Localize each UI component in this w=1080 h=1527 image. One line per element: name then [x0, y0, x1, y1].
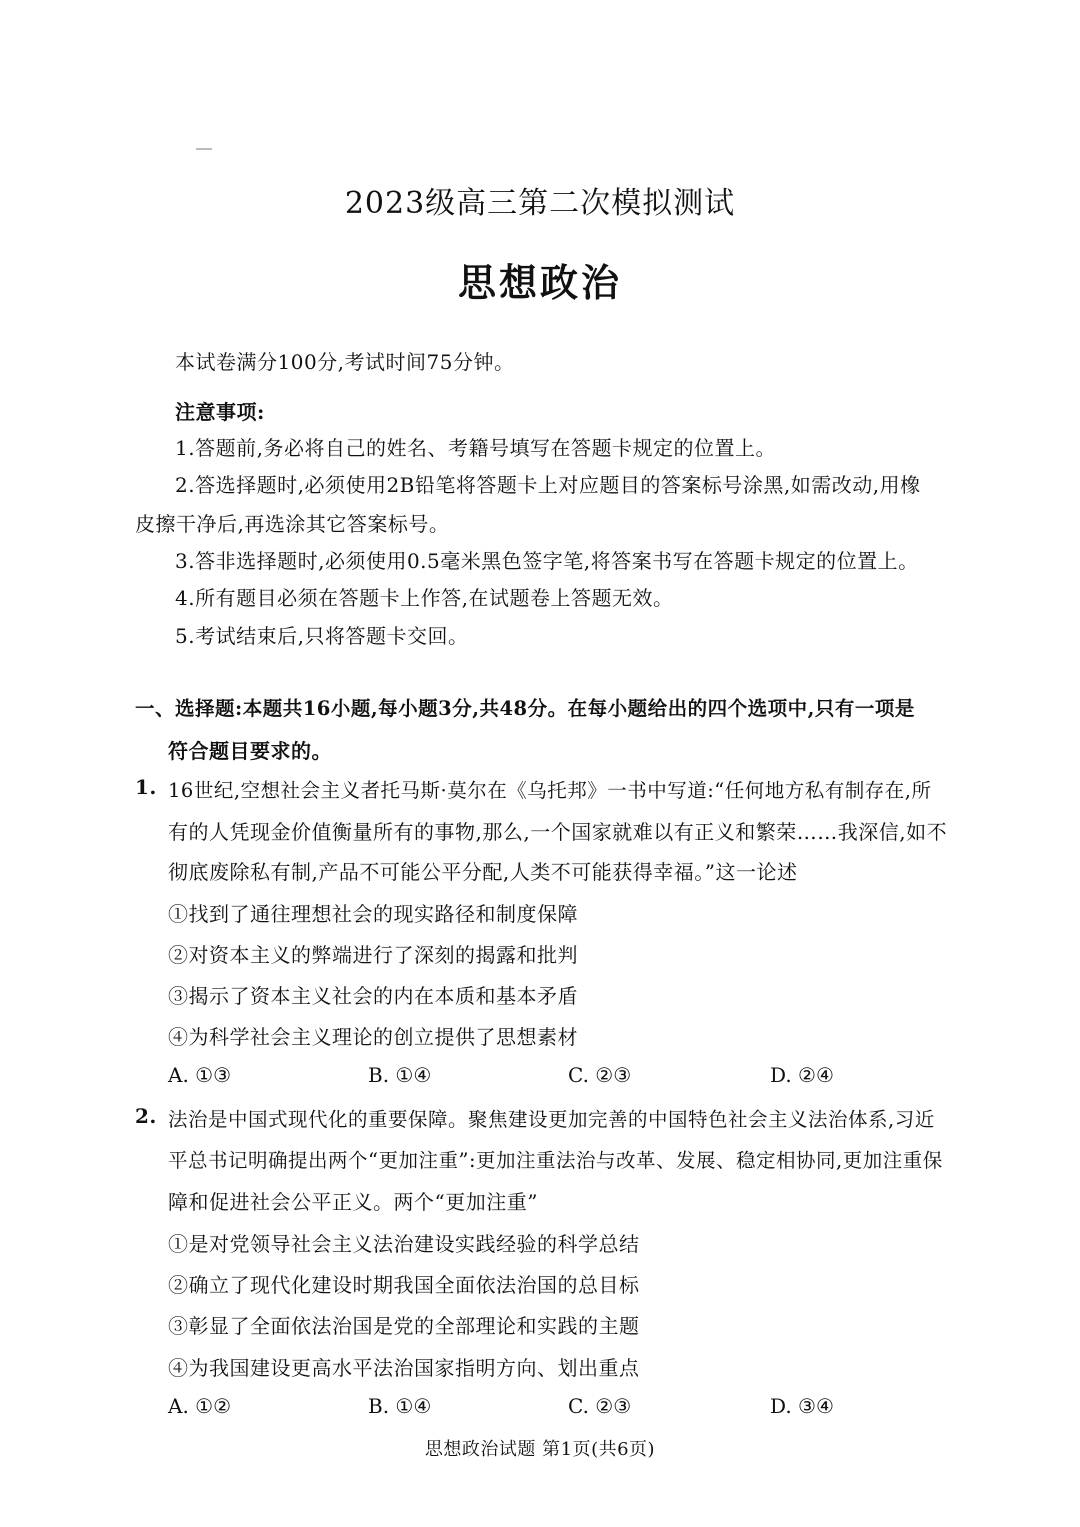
answer-option-c: C. ②③	[568, 1394, 632, 1418]
question-stem-line: 有的人凭现金价值衡量所有的事物,那么,一个国家就难以有正义和繁荣……我深信,如不	[168, 820, 948, 844]
notice-item: 4.所有题目必须在答题卡上作答,在试题卷上答题无效。	[175, 586, 674, 610]
statement-item: ②确立了现代化建设时期我国全面依法治国的总目标	[168, 1273, 640, 1297]
scan-mark	[196, 148, 212, 150]
question-stem-line: 平总书记明确提出两个“更加注重”:更加注重法治与改革、发展、稳定相协同,更加注重保	[168, 1149, 943, 1172]
notice-item: 2.答选择题时,必须使用2B铅笔将答题卡上对应题目的答案标号涂黑,如需改动,用橡	[175, 473, 921, 497]
answer-option-b: B. ①④	[368, 1063, 432, 1087]
notice-item: 5.考试结束后,只将答题卡交回。	[175, 624, 469, 648]
notice-heading: 注意事项:	[175, 400, 265, 424]
answer-option-d: D. ②④	[770, 1063, 834, 1087]
statement-item: ①是对党领导社会主义法治建设实践经验的科学总结	[168, 1232, 640, 1256]
question-stem-line: 彻底废除私有制,产品不可能公平分配,人类不可能获得幸福。”这一论述	[168, 860, 798, 884]
answer-option-d: D. ③④	[770, 1394, 834, 1418]
answer-option-a: A. ①③	[168, 1063, 232, 1087]
section-heading: 一、选择题:本题共16小题,每小题3分,共48分。在每小题给出的四个选项中,只有一项是	[135, 697, 915, 720]
statement-item: ④为我国建设更高水平法治国家指明方向、划出重点	[168, 1356, 640, 1380]
question-stem-line: 16世纪,空想社会主义者托马斯·莫尔在《乌托邦》一书中写道:“任何地方私有制存在,所	[168, 779, 932, 802]
answer-option-a: A. ①②	[168, 1394, 232, 1418]
question-stem-line: 法治是中国式现代化的重要保障。聚焦建设更加完善的中国特色社会主义法治体系,习近	[168, 1108, 935, 1131]
statement-item: ④为科学社会主义理论的创立提供了思想素材	[168, 1025, 578, 1049]
question-stem-line: 障和促进社会公平正义。两个“更加注重”	[168, 1190, 538, 1214]
answer-option-c: C. ②③	[568, 1063, 632, 1087]
notice-item: 3.答非选择题时,必须使用0.5毫米黑色签字笔,将答案书写在答题卡规定的位置上。	[175, 549, 919, 573]
question-number: 1.	[135, 775, 157, 799]
page-footer: 思想政治试题 第1页(共6页)	[424, 1439, 656, 1460]
section-heading-continued: 符合题目要求的。	[168, 739, 332, 763]
subject-title: 思想政治	[457, 260, 622, 305]
notice-item-continued: 皮擦干净后,再选涂其它答案标号。	[135, 512, 450, 536]
statement-item: ③彰显了全面依法治国是党的全部理论和实践的主题	[168, 1314, 640, 1338]
statement-item: ①找到了通往理想社会的现实路径和制度保障	[168, 902, 578, 926]
statement-item: ②对资本主义的弊端进行了深刻的揭露和批判	[168, 943, 578, 967]
statement-item: ③揭示了资本主义社会的内在本质和基本矛盾	[168, 984, 578, 1008]
exam-title: 2023级高三第二次模拟测试	[344, 186, 736, 221]
question-number: 2.	[135, 1104, 157, 1128]
exam-intro: 本试卷满分100分,考试时间75分钟。	[175, 350, 515, 374]
notice-item: 1.答题前,务必将自己的姓名、考籍号填写在答题卡规定的位置上。	[175, 436, 776, 460]
answer-option-b: B. ①④	[368, 1394, 432, 1418]
